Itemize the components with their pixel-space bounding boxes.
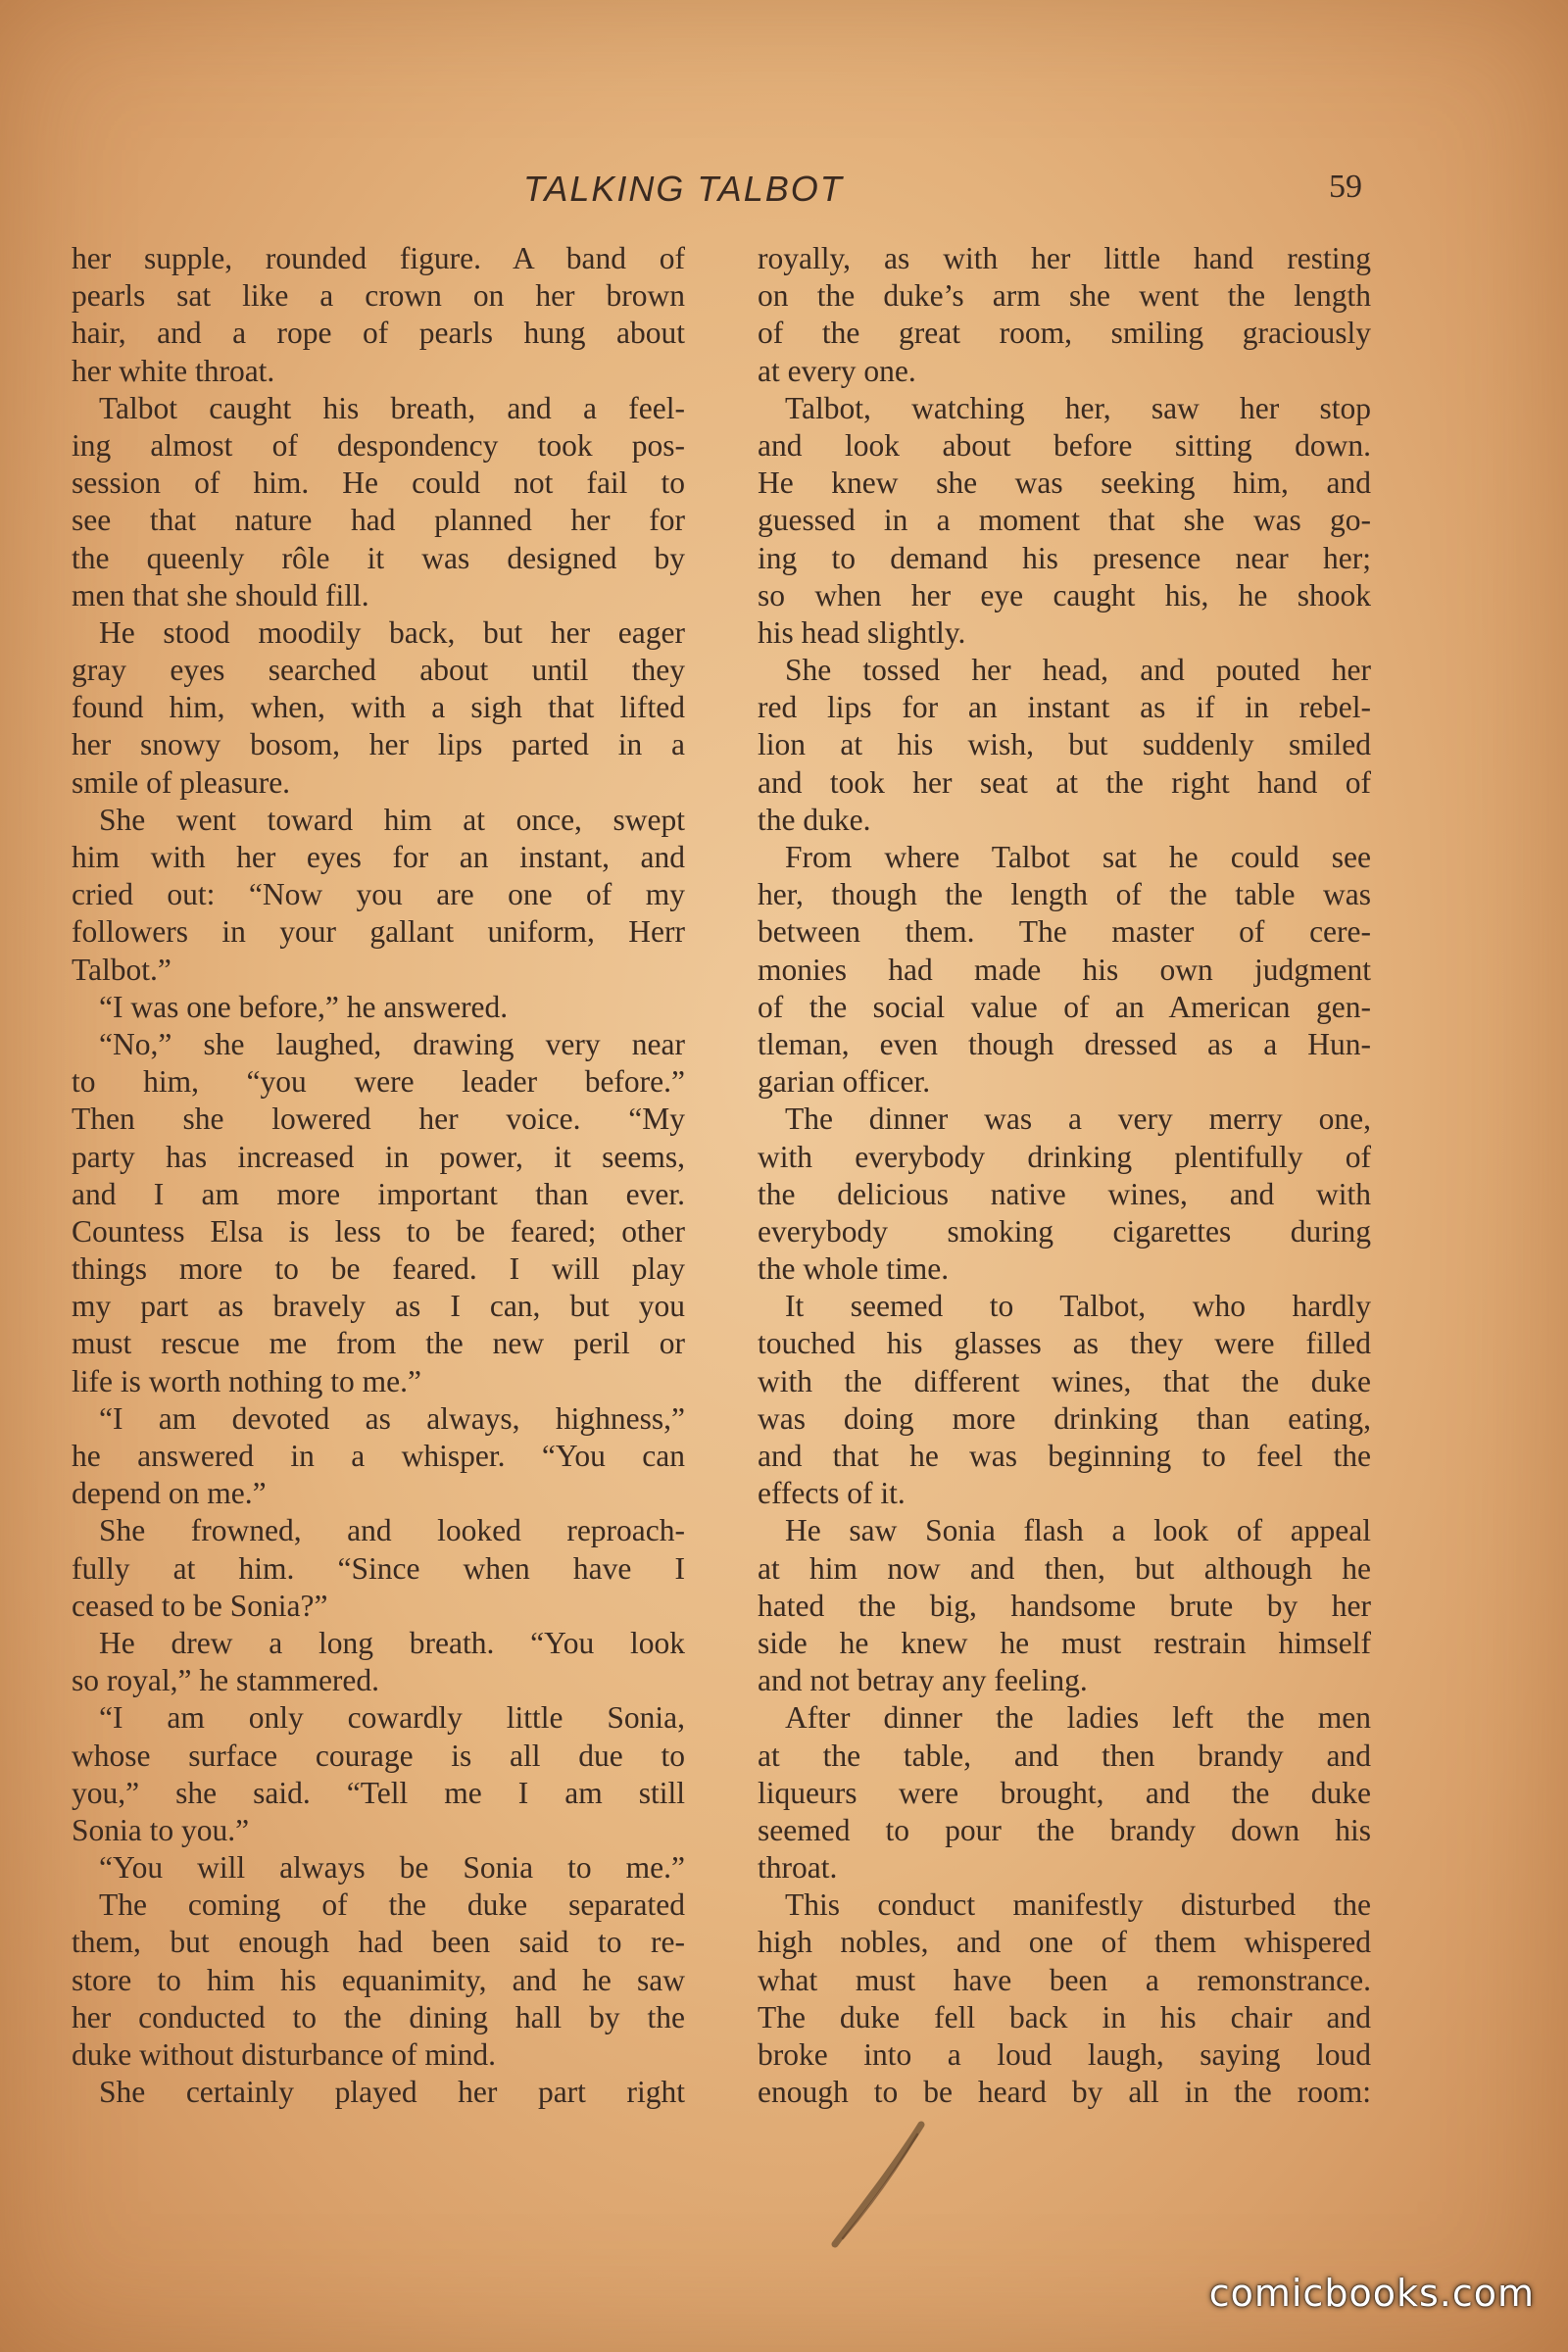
text-line: her conducted to the dining hall by the bbox=[72, 1999, 685, 2034]
text-line: them, but enough had been said to re- bbox=[72, 1925, 685, 1960]
text-line: see that nature had planned her for bbox=[72, 503, 685, 538]
text-line: found him, when, with a sigh that lifted bbox=[72, 690, 685, 725]
text-line: He stood moodily back, but her eager bbox=[99, 614, 685, 650]
text-line: monies had made his own judgment bbox=[758, 952, 1371, 987]
text-line: my part as bravely as I can, but you bbox=[72, 1289, 685, 1324]
text-line: followers in your gallant uniform, Herr bbox=[72, 914, 685, 950]
text-line: high nobles, and one of them whispered bbox=[758, 1925, 1371, 1960]
text-line: duke without disturbance of mind. bbox=[72, 2037, 497, 2072]
text-line: ceased to be Sonia?” bbox=[72, 1588, 328, 1623]
text-line: was doing more drinking than eating, bbox=[758, 1400, 1371, 1436]
text-line: pearls sat like a crown on her brown bbox=[72, 278, 685, 314]
text-line: gray eyes searched about until they bbox=[72, 653, 685, 688]
text-line: you,” she said. “Tell me I am still bbox=[72, 1775, 685, 1810]
text-line: tleman, even though dressed as a Hun- bbox=[758, 1026, 1371, 1061]
text-line: liqueurs were brought, and the duke bbox=[758, 1775, 1371, 1810]
text-line: He saw Sonia flash a look of appeal bbox=[785, 1513, 1371, 1548]
text-line: This conduct manifestly disturbed the bbox=[785, 1887, 1371, 1923]
text-line: the whole time. bbox=[758, 1251, 950, 1287]
text-line: of the great room, smiling graciously bbox=[758, 316, 1371, 351]
text-line: fully at him. “Since when have I bbox=[72, 1550, 685, 1586]
text-line: smile of pleasure. bbox=[72, 764, 291, 800]
text-line: and took her seat at the right hand of bbox=[758, 764, 1371, 800]
text-line: guessed in a moment that she was go- bbox=[758, 503, 1371, 538]
text-line: Talbot.” bbox=[72, 952, 172, 987]
text-line: “I am only cowardly little Sonia, bbox=[99, 1700, 685, 1736]
text-line: garian officer. bbox=[758, 1064, 931, 1100]
text-line: It seemed to Talbot, who hardly bbox=[785, 1289, 1371, 1324]
text-line: the delicious native wines, and with bbox=[758, 1176, 1371, 1211]
text-line: party has increased in power, it seems, bbox=[72, 1139, 685, 1174]
text-line: “You will always be Sonia to me.” bbox=[99, 1850, 685, 1886]
text-line: her supple, rounded figure. A band of bbox=[72, 241, 685, 275]
text-line: store to him his equanimity, and he saw bbox=[72, 1962, 685, 1997]
text-line: hair, and a rope of pearls hung about bbox=[72, 316, 685, 351]
text-line: Talbot caught his breath, and a feel- bbox=[99, 390, 685, 425]
page-number: 59 bbox=[1329, 169, 1362, 205]
right-text-column bbox=[758, 240, 1371, 2111]
text-line: “No,” she laughed, drawing very near bbox=[99, 1026, 685, 1061]
text-line: She certainly played her part right bbox=[99, 2075, 685, 2110]
text-line: red lips for an instant as if in rebel- bbox=[758, 690, 1371, 725]
running-title: TALKING TALBOT bbox=[523, 169, 844, 209]
text-line: must rescue me from the new peril or bbox=[72, 1326, 685, 1361]
text-line: whose surface courage is all due to bbox=[72, 1738, 685, 1773]
text-line: throat. bbox=[758, 1850, 838, 1886]
text-line: ing to demand his presence near her; bbox=[758, 540, 1371, 575]
text-line: his head slightly. bbox=[758, 614, 966, 650]
text-line: things more to be feared. I will play bbox=[72, 1251, 685, 1287]
text-line: everybody smoking cigarettes during bbox=[758, 1213, 1371, 1249]
text-line: ing almost of despondency took pos- bbox=[72, 427, 685, 463]
text-line: with the different wines, that the duke bbox=[758, 1363, 1371, 1398]
text-line: From where Talbot sat he could see bbox=[785, 840, 1371, 874]
text-line: side he knew he must restrain himself bbox=[758, 1625, 1371, 1660]
text-line: the duke. bbox=[758, 802, 871, 837]
text-line: he answered in a whisper. “You can bbox=[72, 1439, 685, 1473]
text-line: Talbot, watching her, saw her stop bbox=[785, 390, 1371, 425]
text-line: on the duke’s arm she went the length bbox=[758, 278, 1371, 314]
text-line: her, though the length of the table was bbox=[758, 877, 1371, 912]
text-line: He drew a long breath. “You look bbox=[99, 1625, 685, 1660]
text-line: seemed to pour the brandy down his bbox=[758, 1812, 1371, 1847]
text-line: The duke fell back in his chair and bbox=[758, 1999, 1371, 2034]
text-line: hated the big, handsome brute by her bbox=[758, 1588, 1371, 1623]
pencil-mark bbox=[823, 2117, 941, 2254]
text-line: the queenly rôle it was designed by bbox=[72, 540, 685, 575]
text-line: and that he was beginning to feel the bbox=[758, 1439, 1371, 1473]
text-line: enough to be heard by all in the room: bbox=[758, 2075, 1371, 2110]
text-line: effects of it. bbox=[758, 1476, 906, 1511]
text-line: lion at his wish, but suddenly smiled bbox=[758, 727, 1371, 762]
text-line: She tossed her head, and pouted her bbox=[785, 653, 1371, 688]
text-line: and not betray any feeling. bbox=[758, 1663, 1088, 1698]
text-line: what must have been a remonstrance. bbox=[758, 1962, 1371, 1997]
text-line: between them. The master of cere- bbox=[758, 914, 1371, 950]
text-line: The coming of the duke separated bbox=[99, 1887, 685, 1923]
text-line: and look about before sitting down. bbox=[758, 427, 1371, 463]
text-line: Countess Elsa is less to be feared; other bbox=[72, 1213, 685, 1249]
text-line: She went toward him at once, swept bbox=[99, 802, 685, 837]
text-line: her white throat. bbox=[72, 353, 275, 388]
site-watermark: comicbooks.com bbox=[1208, 2272, 1535, 2315]
text-line: with everybody drinking plentifully of bbox=[758, 1139, 1371, 1174]
text-line: He knew she was seeking him, and bbox=[758, 466, 1371, 501]
text-line: royally, as with her little hand resting bbox=[758, 241, 1371, 275]
text-line: “I am devoted as always, highness,” bbox=[99, 1400, 685, 1436]
text-line: life is worth nothing to me.” bbox=[72, 1363, 421, 1398]
text-line: to him, “you were leader before.” bbox=[72, 1064, 685, 1100]
text-line: depend on me.” bbox=[72, 1476, 267, 1511]
text-line: After dinner the ladies left the men bbox=[785, 1700, 1371, 1736]
text-line: Then she lowered her voice. “My bbox=[72, 1102, 685, 1137]
text-line: touched his glasses as they were filled bbox=[758, 1326, 1371, 1361]
text-line: The dinner was a very merry one, bbox=[785, 1102, 1371, 1137]
text-line: “I was one before,” he answered. bbox=[99, 989, 509, 1024]
text-line: broke into a loud laugh, saying loud bbox=[758, 2037, 1371, 2072]
text-line: at him now and then, but although he bbox=[758, 1550, 1371, 1586]
left-text-column bbox=[72, 240, 685, 2111]
text-line: so when her eye caught his, he shook bbox=[758, 577, 1371, 612]
text-line: so royal,” he stammered. bbox=[72, 1663, 380, 1698]
text-line: session of him. He could not fail to bbox=[72, 466, 685, 501]
text-line: of the social value of an American gen- bbox=[758, 989, 1371, 1024]
text-line: cried out: “Now you are one of my bbox=[72, 877, 685, 912]
text-line: She frowned, and looked reproach- bbox=[99, 1513, 685, 1548]
text-line: him with her eyes for an instant, and bbox=[72, 840, 685, 874]
text-line: at the table, and then brandy and bbox=[758, 1738, 1371, 1773]
text-line: men that she should fill. bbox=[72, 577, 369, 612]
text-line: Sonia to you.” bbox=[72, 1812, 250, 1847]
text-line: her snowy bosom, her lips parted in a bbox=[72, 727, 685, 762]
text-line: and I am more important than ever. bbox=[72, 1176, 685, 1211]
page-header bbox=[0, 169, 1568, 218]
text-line: at every one. bbox=[758, 353, 916, 388]
